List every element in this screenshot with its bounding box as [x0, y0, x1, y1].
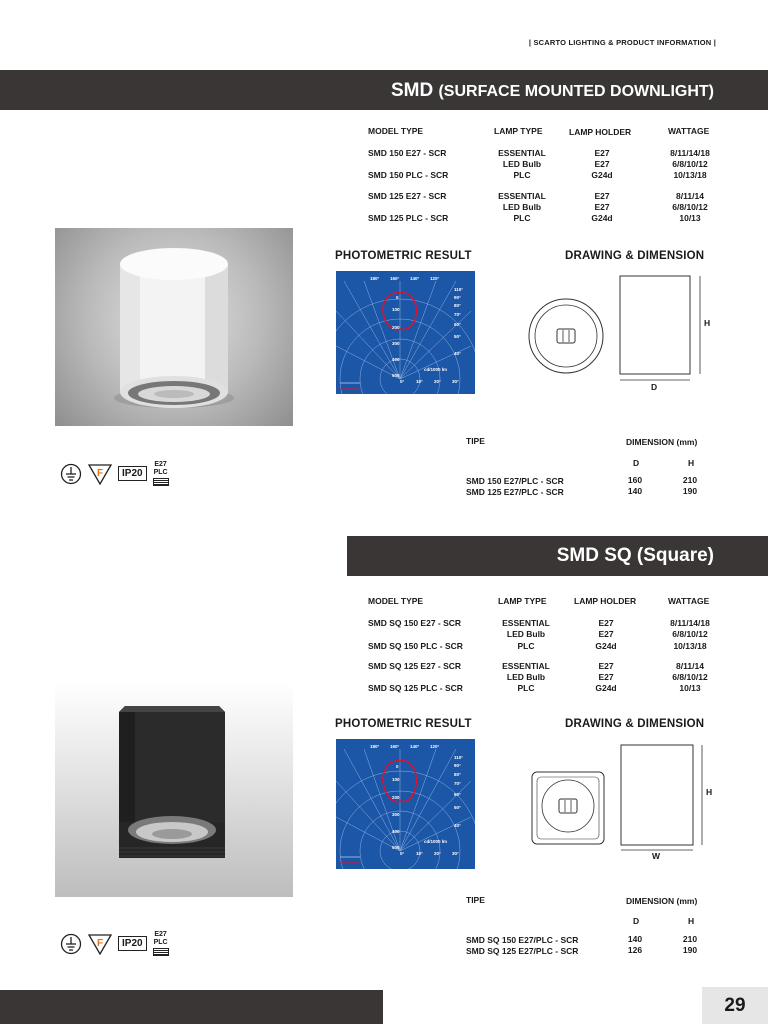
watt-cell: 10/13	[679, 213, 701, 223]
polar-unit-label: cd/1000 lm	[424, 367, 448, 372]
lamp-cell: PLC	[517, 641, 535, 651]
polar-angle-label: 0°	[400, 851, 405, 856]
watt-cell: 6/8/10/12	[672, 629, 708, 639]
polar-angle-label: 140°	[410, 276, 420, 281]
polar-angle-label: 180°	[370, 744, 380, 749]
dim-h-label: H	[706, 787, 713, 797]
col-header-holder: LAMP HOLDER	[574, 596, 637, 606]
polar-unit-label: cd/1000 lm	[424, 839, 448, 844]
polar-angle-label: 90°	[454, 763, 461, 768]
polar-angle-label: 90°	[454, 295, 461, 300]
col-header-watt: WATTAGE	[668, 596, 710, 606]
dim-row-d: 126	[627, 945, 643, 955]
lamp-base-plc: PLC	[153, 939, 168, 946]
polar-radial-label: 0	[396, 295, 399, 300]
polar-angle-label: 10°	[416, 379, 423, 384]
tipe-label: TIPE	[466, 436, 485, 446]
lamp-base-e27: E27	[154, 931, 167, 938]
title-sub: (SURFACE MOUNTED DOWNLIGHT)	[438, 83, 714, 100]
holder-cell: E27	[594, 159, 610, 169]
dim-row-h: 210	[682, 934, 698, 944]
polar-radial-label: 500	[392, 373, 400, 378]
col-header-model: MODEL TYPE	[368, 126, 424, 136]
drawing-label: DRAWING & DIMENSION	[565, 250, 705, 262]
holder-cell: E27	[594, 202, 610, 212]
polar-angle-label: 30°	[452, 379, 459, 384]
model-cell: SMD 125 E27 - SCR	[368, 191, 447, 201]
polar-radial-label: 500	[392, 845, 400, 850]
watt-cell: 6/8/10/12	[672, 159, 708, 169]
polar-angle-label: 20°	[434, 851, 441, 856]
ip-rating-badge: IP20	[118, 936, 147, 951]
watt-cell: 8/11/14/18	[670, 148, 710, 158]
polar-angle-label: 40°	[454, 351, 461, 356]
holder-cell: G24d	[595, 641, 617, 651]
polar-radial-label: 400	[392, 357, 400, 362]
polar-angle-label: 40°	[454, 823, 461, 828]
polar-angle-label: 60°	[454, 322, 461, 327]
polar-radial-label: 200	[392, 325, 400, 330]
model-cell: SMD 150 E27 - SCR	[368, 148, 447, 158]
lamp-cell: LED Bulb	[502, 202, 542, 212]
dim-row-h: 190	[682, 945, 698, 955]
watt-cell: 10/13/18	[673, 170, 707, 180]
watt-cell: 6/8/10/12	[672, 672, 708, 682]
watt-cell: 8/11/14	[676, 661, 704, 671]
photometric-label: PHOTOMETRIC RESULT	[335, 718, 472, 730]
col-header-model: MODEL TYPE	[368, 596, 424, 606]
watt-cell: 6/8/10/12	[672, 202, 708, 212]
lamp-base-e27: E27	[154, 461, 167, 468]
lamp-base-plc: PLC	[153, 469, 168, 476]
dim-row-name: SMD SQ 125 E27/PLC - SCR	[466, 946, 579, 956]
photometric-polar-chart	[336, 739, 475, 869]
f-mark-icon	[88, 933, 112, 955]
dim-col-d: D	[633, 916, 640, 926]
lamp-cell: PLC	[513, 170, 531, 180]
holder-cell: G24d	[595, 683, 617, 693]
page-number: 29	[702, 987, 768, 1024]
polar-angle-label: 120°	[430, 744, 440, 749]
polar-radial-label: 100	[392, 777, 400, 782]
dim-col-h: H	[688, 916, 695, 926]
f-mark-text: F	[96, 467, 104, 479]
header-note: | SCARTO LIGHTING & PRODUCT INFORMATION |	[528, 38, 716, 47]
dim-row-d: 140	[627, 486, 643, 496]
model-cell: SMD 125 PLC - SCR	[368, 213, 449, 223]
polar-radial-label: 200	[392, 795, 400, 800]
polar-angle-label: 60°	[454, 792, 461, 797]
tipe-label: TIPE	[466, 895, 485, 905]
dim-row-h: 210	[682, 475, 698, 485]
ip-rating-badge: IP20	[118, 466, 147, 481]
watt-cell: 8/11/14/18	[670, 618, 710, 628]
col-header-lamp: LAMP TYPE	[498, 596, 547, 606]
polar-angle-label: 70°	[454, 312, 461, 317]
lamp-cell: LED Bulb	[506, 629, 546, 639]
dimension-drawing-square	[520, 740, 720, 865]
model-cell: SMD SQ 150 E27 - SCR	[368, 618, 462, 628]
lamp-cell: ESSENTIAL	[498, 191, 546, 201]
lamp-cell: ESSENTIAL	[502, 618, 550, 628]
polar-radial-label: 300	[392, 341, 400, 346]
lamp-cell: ESSENTIAL	[498, 148, 546, 158]
col-header-holder: LAMP HOLDER	[569, 127, 632, 137]
polar-angle-label: 110°	[454, 287, 464, 292]
polar-angle-label: 140°	[410, 744, 420, 749]
polar-angle-label: 50°	[454, 805, 461, 810]
dim-col-d: D	[633, 458, 640, 468]
polar-radial-label: 0	[396, 764, 399, 769]
lamp-cell: LED Bulb	[506, 672, 546, 682]
model-cell: SMD SQ 150 PLC - SCR	[368, 641, 463, 651]
holder-cell: E27	[598, 618, 614, 628]
dim-row-name: SMD SQ 150 E27/PLC - SCR	[466, 935, 579, 945]
polar-angle-label: 80°	[454, 772, 461, 777]
lamp-cell: PLC	[517, 683, 535, 693]
col-header-lamp: LAMP TYPE	[494, 126, 543, 136]
product-photo-smd-sq	[55, 682, 293, 897]
holder-cell: E27	[598, 661, 614, 671]
square-downlight-image	[55, 682, 293, 897]
dim-w-label: D	[651, 382, 658, 392]
polar-angle-label: 70°	[454, 781, 461, 786]
holder-cell: G24d	[591, 170, 613, 180]
polar-angle-label: 50°	[454, 334, 461, 339]
dim-row-d: 140	[627, 934, 643, 944]
holder-cell: G24d	[591, 213, 613, 223]
holder-cell: E27	[594, 191, 610, 201]
polar-angle-label: 0°	[400, 379, 405, 384]
dim-col-h: H	[688, 458, 695, 468]
polar-angle-label: 10°	[416, 851, 423, 856]
dim-row-name: SMD 150 E27/PLC - SCR	[466, 476, 564, 486]
watt-cell: 8/11/14	[676, 191, 704, 201]
dimension-label: DIMENSION (mm)	[626, 437, 698, 447]
polar-radial-label: 100	[392, 307, 400, 312]
model-cell: SMD SQ 125 E27 - SCR	[368, 661, 462, 671]
polar-angle-label: 180°	[370, 276, 380, 281]
f-mark-text: F	[96, 937, 104, 949]
polar-angle-label: 80°	[454, 303, 461, 308]
dim-row-d: 160	[627, 475, 643, 485]
lamp-cell: ESSENTIAL	[502, 661, 550, 671]
holder-cell: E27	[594, 148, 610, 158]
dim-w-label: W	[652, 851, 661, 861]
polar-angle-label: 20°	[434, 379, 441, 384]
lamp-base-icon	[153, 931, 169, 956]
polar-angle-label: 30°	[452, 851, 459, 856]
drawing-svg	[520, 740, 720, 865]
dimension-label: DIMENSION (mm)	[626, 896, 698, 906]
watt-cell: 10/13	[679, 683, 701, 693]
col-header-watt: WATTAGE	[668, 126, 710, 136]
polar-radial-label: 400	[392, 829, 400, 834]
photometric-label: PHOTOMETRIC RESULT	[335, 250, 472, 262]
holder-cell: E27	[598, 629, 614, 639]
dim-row-name: SMD 125 E27/PLC - SCR	[466, 487, 564, 497]
polar-angle-label: 110°	[454, 755, 464, 760]
title-main: SMD	[390, 80, 434, 101]
dim-row-h: 190	[682, 486, 698, 496]
drawing-label: DRAWING & DIMENSION	[565, 718, 705, 730]
polar-radial-label: 300	[392, 812, 400, 817]
certification-icons	[60, 931, 169, 956]
section-title: SMD SQ (Square)	[556, 545, 714, 566]
holder-cell: E27	[598, 672, 614, 682]
footer-bar	[0, 990, 383, 1024]
polar-angle-label: 120°	[430, 276, 440, 281]
model-cell: SMD 150 PLC - SCR	[368, 170, 449, 180]
lamp-cell: PLC	[513, 213, 531, 223]
dim-h-label: H	[704, 318, 711, 328]
polar-angle-label: 160°	[390, 744, 400, 749]
watt-cell: 10/13/18	[673, 641, 707, 651]
polar-angle-label: 160°	[390, 276, 400, 281]
lamp-cell: LED Bulb	[502, 159, 542, 169]
model-cell: SMD SQ 125 PLC - SCR	[368, 683, 463, 693]
earth-ground-icon	[60, 933, 82, 955]
